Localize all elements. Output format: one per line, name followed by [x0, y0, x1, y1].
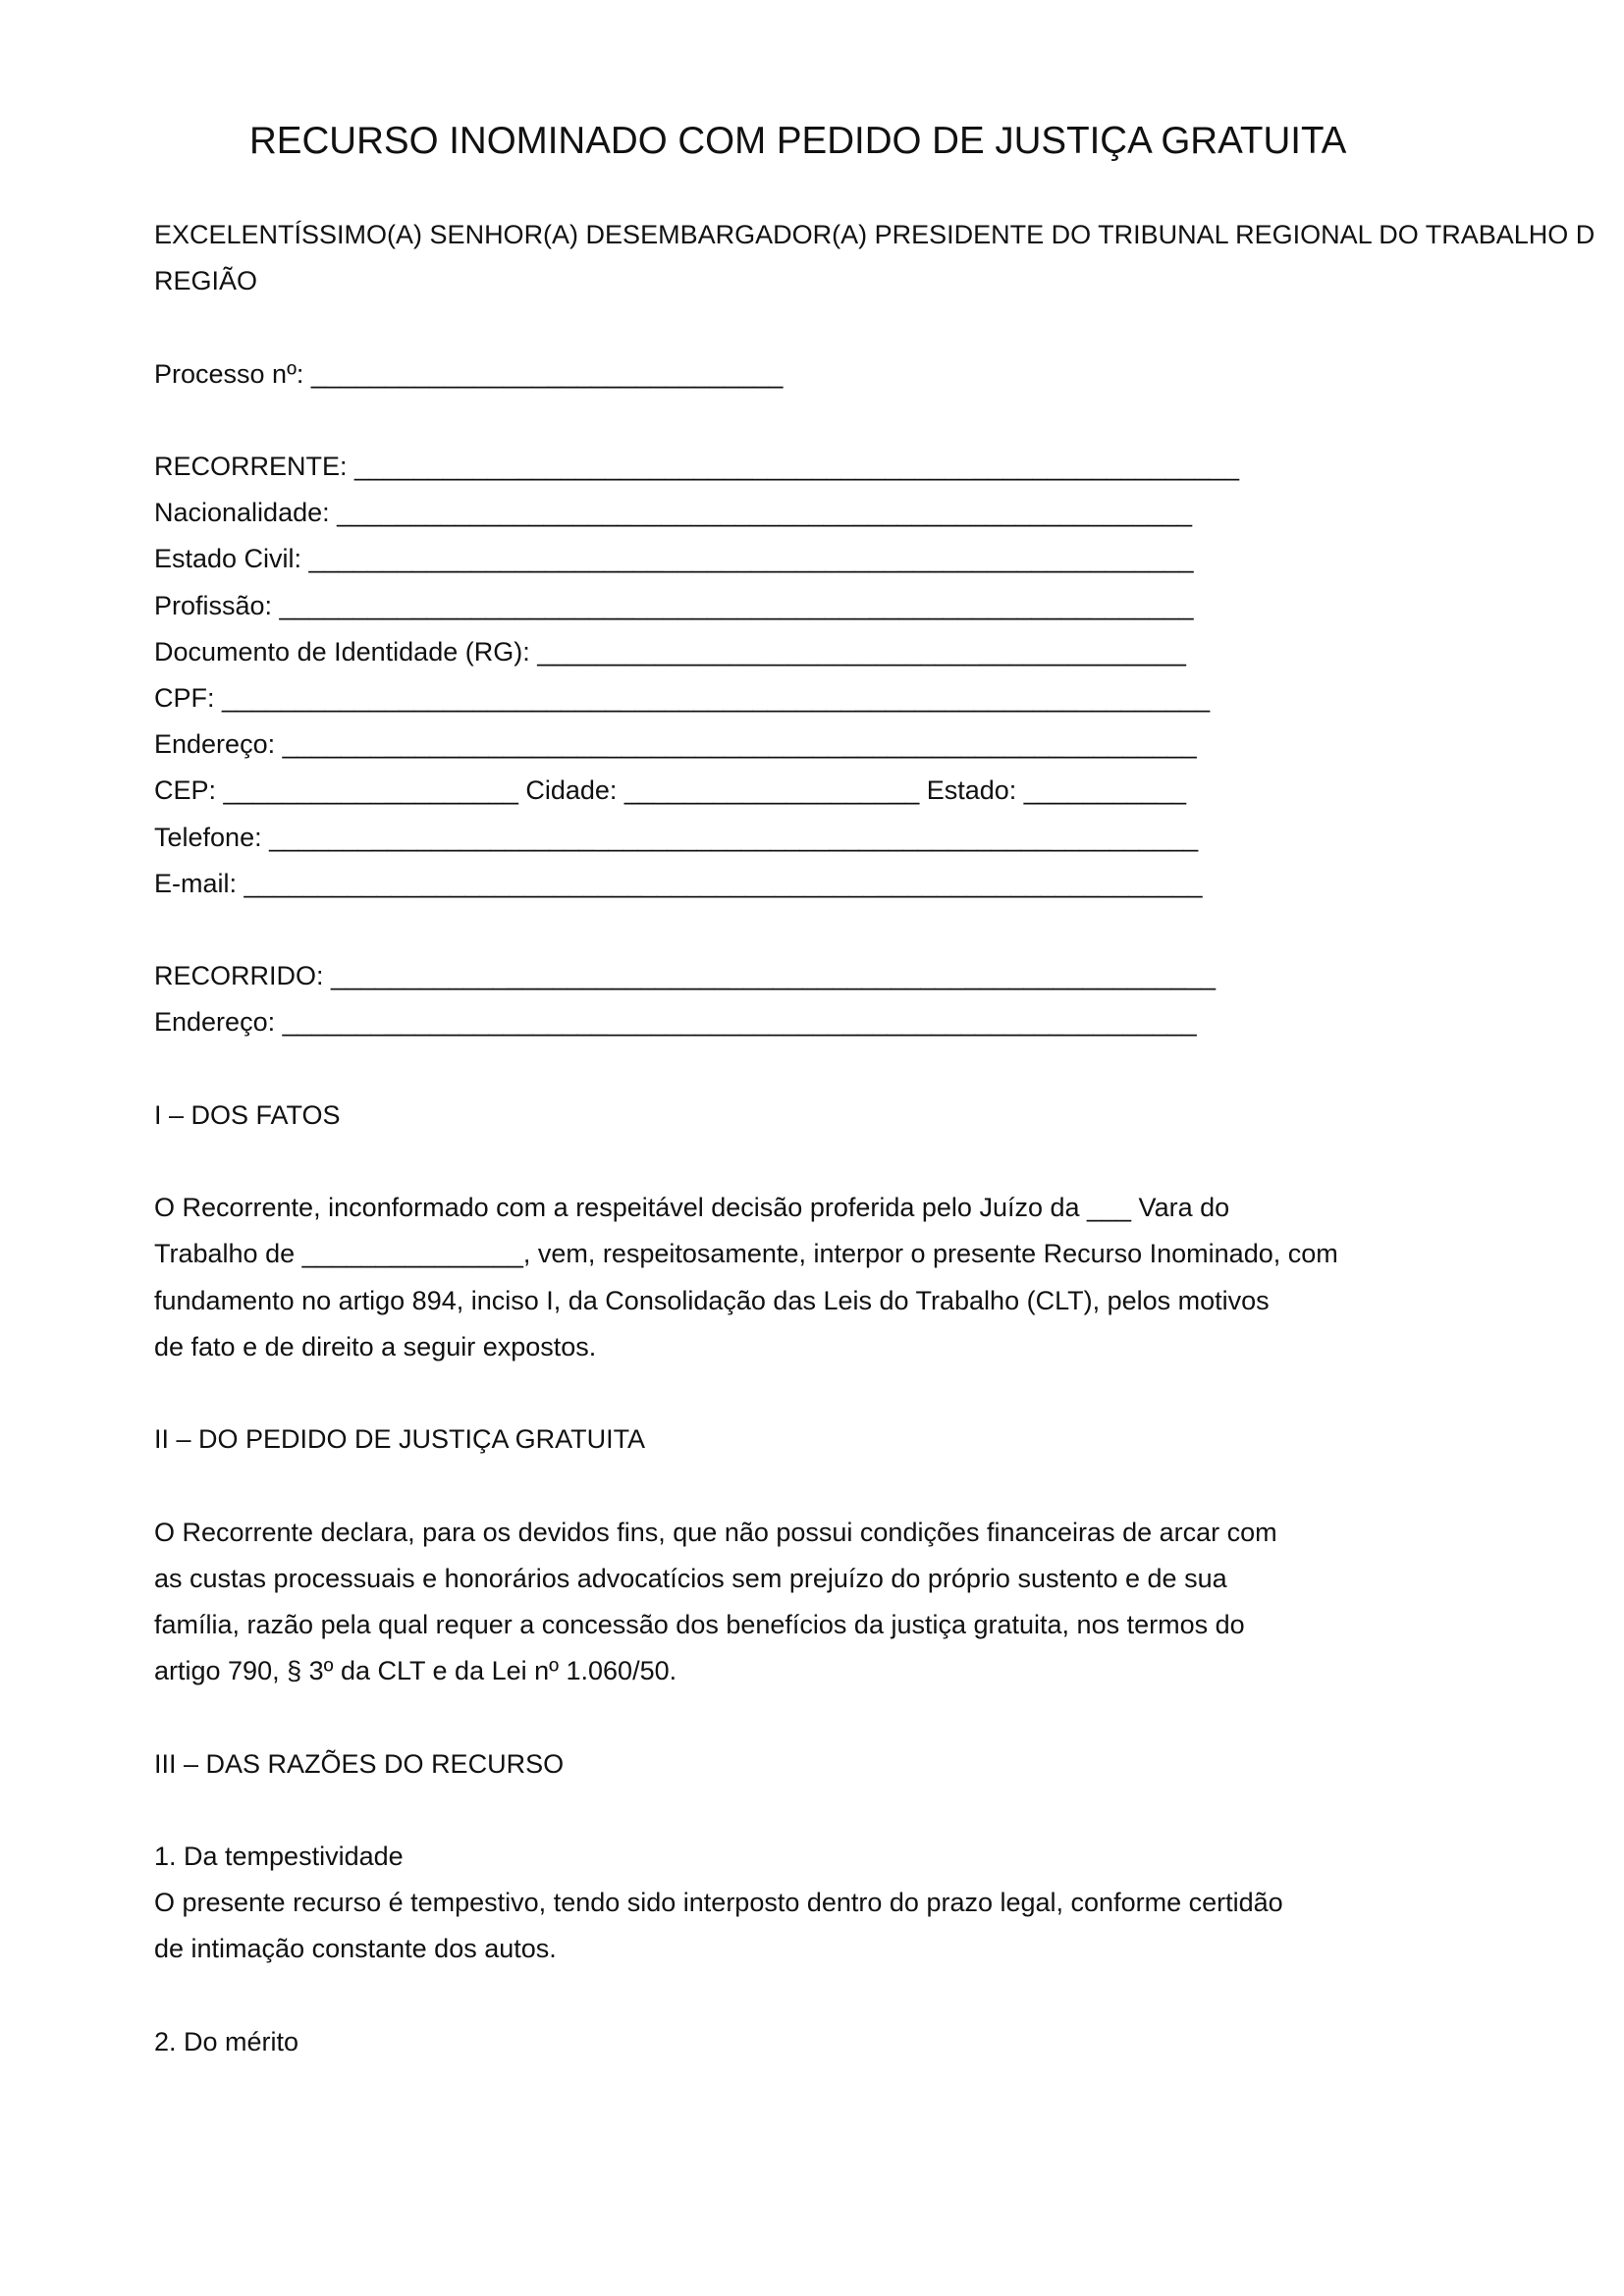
cep-cidade-estado-field: CEP: ____________________ Cidade: ____________________ Estado: ___________ [154, 775, 1186, 806]
paragraph-line: família, razão pela qual requer a concessão dos benefícios da justiça gratuita, nos termos do [154, 1609, 1245, 1639]
paragraph-line: O presente recurso é tempestivo, tendo sido interposto dentro do prazo legal, conforme certidão [154, 1888, 1283, 1918]
endereco-field: Endereço: ______________________________________________________________ [154, 729, 1197, 760]
spacer [154, 398, 1624, 444]
spacer [154, 304, 1624, 350]
spacer [154, 907, 1624, 953]
document-title: RECURSO INOMINADO COM PEDIDO DE JUSTIÇA GRATUITA [249, 120, 1347, 162]
spacer [154, 1370, 1624, 1416]
section-heading-razoes: III – DAS RAZÕES DO RECURSO [154, 1748, 565, 1779]
document-body [154, 212, 1624, 2065]
nacionalidade-field: Nacionalidade: __________________________________________________________ [154, 498, 1193, 528]
email-field: E-mail: _________________________________________________________________ [154, 868, 1203, 898]
spacer [154, 1463, 1624, 1509]
spacer [154, 1139, 1624, 1185]
section-heading-justica-gratuita: II – DO PEDIDO DE JUSTIÇA GRATUITA [154, 1424, 646, 1455]
cpf-field: CPF: ___________________________________________________________________ [154, 683, 1211, 713]
paragraph-line: O Recorrente, inconformado com a respeitável decisão proferida pelo Juízo da ___ Vara do [154, 1193, 1230, 1223]
spacer [154, 1973, 1624, 2019]
paragraph-line: de fato e de direito a seguir expostos. [154, 1331, 597, 1362]
recorrido-endereco-field: Endereço: ______________________________________________________________ [154, 1007, 1197, 1038]
process-number-field: Processo nº: ________________________________ [154, 358, 784, 389]
recorrido-field: RECORRIDO: ____________________________________________________________ [154, 961, 1216, 991]
paragraph-line: artigo 790, § 3º da CLT e da Lei nº 1.060/50. [154, 1656, 677, 1686]
subsection-heading-tempestividade: 1. Da tempestividade [154, 1841, 404, 1871]
paragraph-line: O Recorrente declara, para os devidos fins, que não possui condições financeiras de arcar com [154, 1517, 1277, 1547]
profissao-field: Profissão: ______________________________________________________________ [154, 590, 1194, 620]
rg-field: Documento de Identidade (RG): ____________________________________________ [154, 636, 1186, 667]
subsection-heading-merito: 2. Do mérito [154, 2026, 299, 2056]
estado-civil-field: Estado Civil: ____________________________________________________________ [154, 544, 1194, 574]
paragraph-line: Trabalho de _______________, vem, respeitosamente, interpor o presente Recurso Inominado, com [154, 1239, 1338, 1269]
spacer [154, 1694, 1624, 1740]
spacer [154, 1046, 1624, 1093]
paragraph-line: fundamento no artigo 894, inciso I, da Consolidação das Leis do Trabalho (CLT), pelos motivos [154, 1285, 1270, 1315]
section-heading-fatos: I – DOS FATOS [154, 1099, 341, 1130]
telefone-field: Telefone: _______________________________________________________________ [154, 822, 1199, 852]
addressee-line-2: REGIÃO [154, 266, 258, 296]
addressee-line-1: EXCELENTÍSSIMO(A) SENHOR(A) DESEMBARGADOR(A) PRESIDENTE DO TRIBUNAL REGIONAL DO TRABALHO D [154, 220, 1596, 249]
spacer [154, 1788, 1624, 1834]
paragraph-line: as custas processuais e honorários advocatícios sem prejuízo do próprio sustento e de sua [154, 1563, 1227, 1593]
recorrente-field: RECORRENTE: ____________________________________________________________ [154, 451, 1239, 481]
paragraph-line: de intimação constante dos autos. [154, 1934, 557, 1964]
